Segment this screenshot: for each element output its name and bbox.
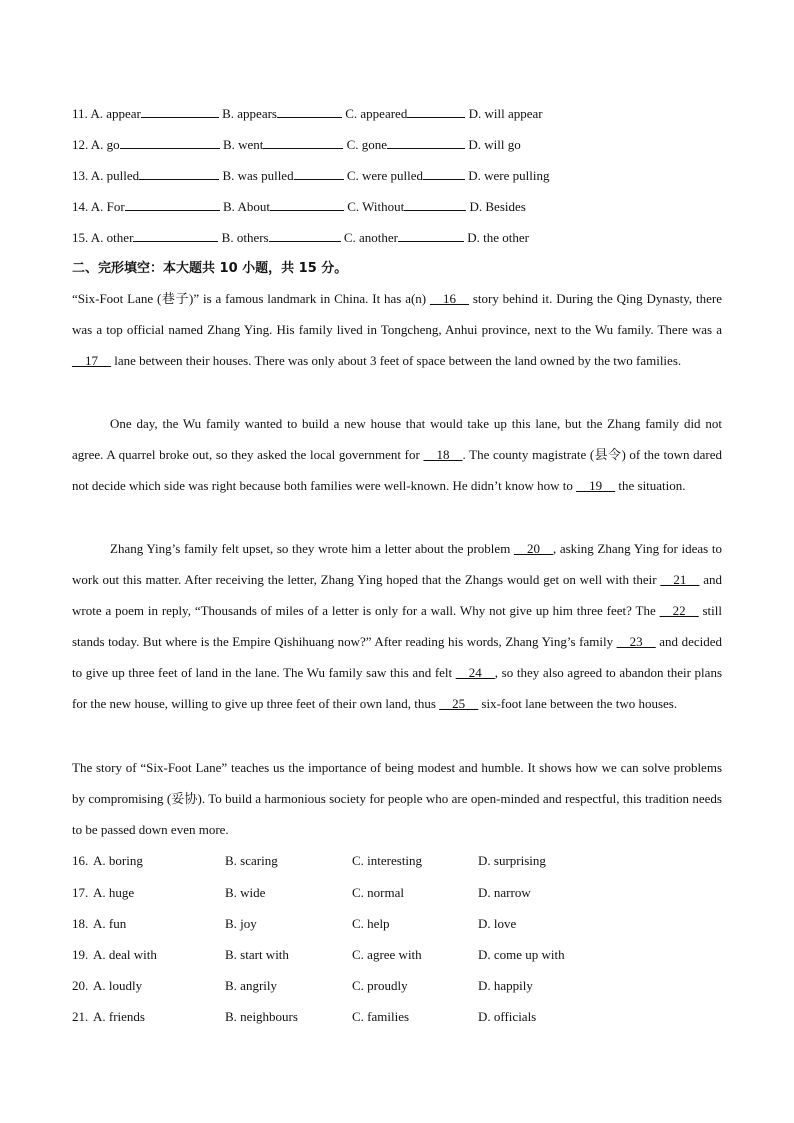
option-c: C. gone — [346, 137, 388, 152]
blank-19: __19__ — [576, 478, 616, 493]
passage-paragraph-1: “Six-Foot Lane (巷子)” is a famous landmark in China. It has a(n) __16__ story behind it. During the Qing Dynasty, there was a top official named Zhang Ying. His family lived in Tongcheng, Anhui province, next to the Wu family. There was a __17__ lane between their houses. There was only about 3 feet of space between the land owned by the two families. — [72, 291, 722, 368]
blank-25: __25__ — [439, 696, 479, 711]
passage-paragraph-3: Zhang Ying’s family felt upset, so they wrote him a letter about the problem __20__, asking Zhang Ying for ideas to work out this matter. After receiving the letter, Zhang Ying hoped that the Zhangs would get on well with their __21__ and wrote a poem in reply, “Thousands of miles of a letter is only for a wall. Why not give up him three feet? The __22__ still stands today. But where is the Empire Qishihuang now?” After reading his words, Zhang Ying’s family __23__ and decided to give up three feet of land in the lane. The Wu family saw this and felt __24__, so they also agreed to abandon their plans for the new house, willing to give up three feet of their own land, thus __25__ six-foot lane between the two houses. — [72, 541, 722, 711]
option-d: D. narrow — [478, 885, 531, 900]
option-d: D. will appear — [468, 106, 543, 121]
question-number: 18. — [72, 916, 89, 931]
option-c: C. agree with — [352, 947, 422, 962]
blank-20: __20__ — [513, 541, 553, 556]
option-c: C. families — [352, 1009, 410, 1024]
option-b: B. scaring — [225, 853, 278, 868]
blank-18: __18__ — [423, 447, 463, 462]
option-b: B. wide — [225, 885, 266, 900]
blank-17: __17__ — [72, 353, 111, 368]
question-row — [72, 198, 526, 215]
question-number: 16. — [72, 853, 89, 868]
blank-21: __21__ — [660, 572, 700, 587]
blank-16: __16__ — [429, 291, 469, 306]
option-a: A. For — [90, 199, 125, 214]
passage-paragraph-4: The story of “Six-Foot Lane” teaches us the importance of being modest and humble. It shows how we can solve problems by compromising (妥协). To build a harmonious society for people who are open-minded and respectful, this tradition needs to be passed down even more. — [72, 760, 722, 837]
option-d: D. the other — [467, 230, 529, 245]
blank-24: __24__ — [455, 665, 495, 680]
option-b: B. appears — [222, 106, 277, 121]
option-b: B. neighbours — [225, 1009, 298, 1024]
option-c: C. proudly — [352, 978, 408, 993]
option-d: D. love — [478, 916, 517, 931]
question-row — [72, 136, 521, 153]
question-number: 11. — [72, 106, 88, 121]
option-a: A. pulled — [90, 168, 140, 183]
option-c: C. appeared — [345, 106, 408, 121]
option-a: A. appear — [90, 106, 141, 121]
option-c: C. normal — [352, 885, 404, 900]
question-number: 20. — [72, 978, 89, 993]
option-a: A. loudly — [93, 978, 143, 993]
option-b: B. About — [223, 199, 270, 214]
option-d: D. Besides — [469, 199, 526, 214]
question-number: 15. — [72, 230, 89, 245]
option-b: B. others — [221, 230, 269, 245]
question-row — [72, 229, 529, 246]
option-c: C. another — [343, 230, 399, 245]
section-heading: 二、完形填空：本大题共 10 小题，共 15 分。 — [72, 261, 348, 276]
option-b: B. start with — [225, 947, 289, 962]
option-d: D. will go — [468, 137, 521, 152]
option-a: A. boring — [93, 853, 143, 868]
question-row — [72, 105, 543, 122]
question-number: 13. — [72, 168, 89, 183]
question-number: 21. — [72, 1009, 89, 1024]
option-c: C. help — [352, 916, 390, 931]
option-d: D. surprising — [478, 853, 546, 868]
option-b: B. joy — [225, 916, 257, 931]
option-a: A. fun — [93, 916, 127, 931]
option-d: D. were pulling — [468, 168, 550, 183]
option-d: D. come up with — [478, 947, 565, 962]
option-b: B. angrily — [225, 978, 277, 993]
blank-23: __23__ — [616, 634, 656, 649]
option-a: A. deal with — [93, 947, 157, 962]
option-a: A. huge — [93, 885, 135, 900]
option-c: C. interesting — [352, 853, 423, 868]
question-row — [72, 167, 549, 184]
option-b: B. was pulled — [222, 168, 294, 183]
option-d: D. officials — [478, 1009, 537, 1024]
question-number: 17. — [72, 885, 89, 900]
option-a: A. other — [90, 230, 134, 245]
option-a: A. go — [90, 137, 120, 152]
question-number: 12. — [72, 137, 89, 152]
option-a: A. friends — [93, 1009, 145, 1024]
option-c: C. Without — [347, 199, 405, 214]
option-b: B. went — [222, 137, 264, 152]
question-number: 14. — [72, 199, 89, 214]
option-d: D. happily — [478, 978, 533, 993]
option-c: C. were pulled — [346, 168, 423, 183]
question-number: 19. — [72, 947, 89, 962]
passage-paragraph-2: One day, the Wu family wanted to build a new house that would take up this lane, but the Zhang family did not agree. A quarrel broke out, so they asked the local government for __18__. The county magistrate (县令) of the town dared not decide which side was right because both families were well-known. He didn’t know how to __19__ the situation. — [72, 416, 722, 493]
blank-22: __22__ — [659, 603, 699, 618]
